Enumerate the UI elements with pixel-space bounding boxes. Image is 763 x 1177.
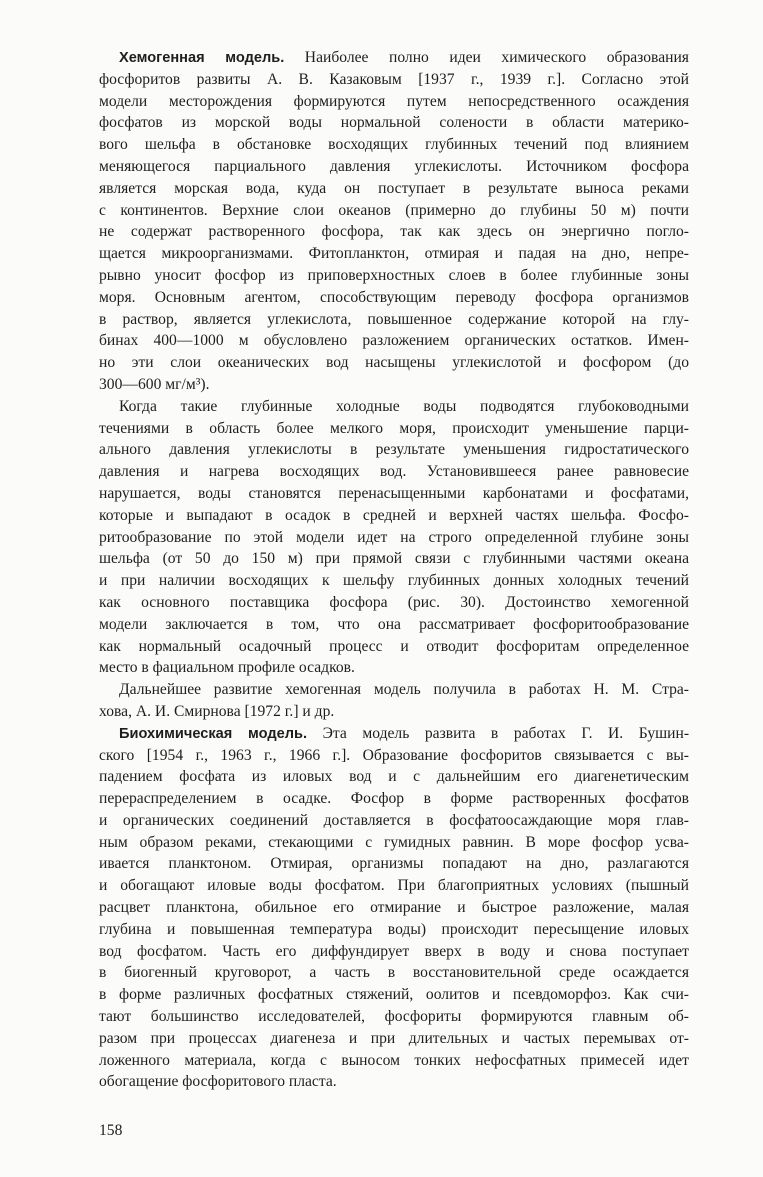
text-line bbox=[99, 461, 689, 483]
line-text: течениями в область более мелкого моря, происходит уменьшение парци- bbox=[99, 419, 689, 437]
line-text: вого шельфа в обстановке восходящих глубинных течений под влиянием bbox=[99, 136, 689, 154]
text-line bbox=[99, 134, 689, 156]
line-text: нарушается, воды становятся перенасыщенными карбонатами и фосфатами, bbox=[99, 484, 689, 502]
line-text: не содержат растворенного фосфора, так как здесь он энергично погло- bbox=[99, 223, 689, 241]
line-text: ритообразование по этой модели идет на строго определенной глубине зоны bbox=[99, 528, 689, 546]
section-heading: Хемогенная модель. bbox=[119, 50, 285, 66]
text-line bbox=[99, 1028, 689, 1050]
text-line bbox=[99, 47, 689, 69]
paragraph bbox=[99, 396, 689, 679]
line-text: глубина и повышенная температура воды) происходит пересыщение иловых bbox=[99, 920, 689, 938]
line-text: но эти слои океанических вод насыщены углекислотой и фосфором (до bbox=[99, 354, 689, 372]
page-number: 158 bbox=[99, 1122, 123, 1139]
text-line bbox=[99, 592, 689, 614]
text-line bbox=[99, 483, 689, 505]
line-text: ным образом реками, стекающими с гумидных равнин. В море фосфор усва- bbox=[99, 833, 689, 851]
line-text: фосфатов из морской воды нормальной солености в области материко- bbox=[99, 114, 689, 132]
text-line bbox=[99, 112, 689, 134]
text-line bbox=[99, 701, 689, 723]
text-line bbox=[99, 200, 689, 222]
text-line bbox=[99, 832, 689, 854]
text-line bbox=[99, 853, 689, 875]
text-line bbox=[99, 1050, 689, 1072]
line-text: место в фациальном профиле осадков. bbox=[99, 659, 355, 677]
paragraph bbox=[99, 679, 689, 723]
line-text: в форме различных фосфатных стяжений, оолитов и псевдоморфоз. Как счи- bbox=[99, 986, 689, 1004]
line-text: как нормальный осадочный процесс и отводит фосфоритам определенное bbox=[99, 637, 689, 655]
text-line bbox=[99, 527, 689, 549]
line-text: рывно уносит фосфор из приповерхностных слоев в более глубинные зоны bbox=[99, 266, 689, 284]
line-text: перераспределением в осадке. Фосфор в форме растворенных фосфатов bbox=[99, 790, 689, 808]
line-text: фосфоритов развиты А. В. Казаковым [1937 г., 1939 г.]. Согласно этой bbox=[99, 70, 689, 88]
line-text: которые и выпадают в осадок в средней и верхней частях шельфа. Фосфо- bbox=[99, 506, 689, 524]
text-line bbox=[99, 265, 689, 287]
text-line bbox=[99, 1006, 689, 1028]
line-text: ивается планктоном. Отмирая, организмы попадают на дно, разлагаются bbox=[99, 855, 689, 873]
line-text: Когда такие глубинные холодные воды подводятся глубоководными bbox=[119, 397, 689, 415]
line-text: в раствор, является углекислота, повышенное содержание которой на глу- bbox=[99, 310, 689, 328]
text-line bbox=[99, 287, 689, 309]
text-line bbox=[99, 875, 689, 897]
line-text: и органических соединений доставляется в фосфатоосаждающие моря глав- bbox=[99, 811, 689, 829]
line-text: тают большинство исследователей, фосфориты формируются главным об- bbox=[99, 1008, 689, 1026]
line-text: обогащение фосфоритового пласта. bbox=[99, 1073, 337, 1091]
text-line bbox=[99, 69, 689, 91]
line-text: ального давления углекислоты в результате уменьшения гидростатического bbox=[99, 441, 689, 459]
line-text: вод фосфатом. Часть его диффундирует вверх в воду и снова поступает bbox=[99, 942, 689, 960]
paragraph bbox=[99, 723, 689, 1094]
text-line bbox=[99, 309, 689, 331]
line-text: как основного поставщика фосфора (рис. 30). Достоинство хемогенной bbox=[99, 593, 689, 611]
text-line bbox=[99, 745, 689, 767]
text-line bbox=[99, 418, 689, 440]
line-text: давления и нагрева восходящих вод. Установившееся ранее равновесие bbox=[99, 463, 689, 481]
line-text: Эта модель развита в работах Г. И. Бушин- bbox=[307, 724, 690, 742]
line-text: Наиболее полно идеи химического образования bbox=[284, 49, 689, 66]
text-line bbox=[99, 396, 689, 418]
text-line bbox=[99, 614, 689, 636]
text-line bbox=[99, 919, 689, 941]
line-text: щается микроорганизмами. Фитопланктон, отмирая и падая на дно, непре- bbox=[99, 245, 689, 263]
line-text: 300—600 мг/м³). bbox=[99, 375, 210, 393]
text-line bbox=[99, 984, 689, 1006]
line-text: хова, А. И. Смирнова [1972 г.] и др. bbox=[99, 702, 335, 720]
line-text: шельфа (от 50 до 150 м) при прямой связи с глубинными частями океана bbox=[99, 550, 689, 568]
line-text: является морская вода, куда он поступает в результате выноса реками bbox=[99, 179, 689, 197]
text-line bbox=[99, 243, 689, 265]
text-line bbox=[99, 897, 689, 919]
text-line bbox=[99, 1071, 689, 1093]
line-text: модели месторождения формируются путем непосредственного осаждения bbox=[99, 92, 689, 110]
line-text: бинах 400—1000 м обусловлено разложением органических остатков. Имен- bbox=[99, 332, 689, 350]
text-line bbox=[99, 636, 689, 658]
text-line bbox=[99, 810, 689, 832]
line-text: и обогащают иловые воды фосфатом. При благоприятных условиях (пышный bbox=[99, 877, 689, 895]
text-line bbox=[99, 548, 689, 570]
line-text: с континентов. Верхние слои океанов (примерно до глубины 50 м) почти bbox=[99, 201, 689, 219]
line-text: ложенного материала, когда с выносом тонких нефосфатных примесей идет bbox=[99, 1051, 689, 1069]
text-line bbox=[99, 505, 689, 527]
text-line bbox=[99, 941, 689, 963]
page-body-text bbox=[99, 47, 689, 1093]
text-line bbox=[99, 570, 689, 592]
text-line bbox=[99, 91, 689, 113]
text-line bbox=[99, 439, 689, 461]
text-line bbox=[99, 788, 689, 810]
line-text: расцвет планктона, обильное его отмирание и быстрое разложение, малая bbox=[99, 899, 689, 917]
text-line bbox=[99, 221, 689, 243]
text-line bbox=[99, 330, 689, 352]
text-line bbox=[99, 156, 689, 178]
text-line bbox=[99, 766, 689, 788]
text-line bbox=[99, 657, 689, 679]
section-heading: Биохимическая модель. bbox=[119, 725, 308, 742]
text-line bbox=[99, 352, 689, 374]
line-text: меняющегося парциального давления углекислоты. Источником фосфора bbox=[99, 157, 689, 175]
text-line bbox=[99, 679, 689, 701]
line-text: моря. Основным агентом, способствующим переводу фосфора организмов bbox=[99, 288, 689, 306]
line-text: в биогенный круговорот, а часть в восстановительной среде осаждается bbox=[99, 964, 689, 982]
line-text: модели заключается в том, что она рассматривает фосфоритообразование bbox=[99, 615, 689, 633]
line-text: разом при процессах диагенеза и при длительных и частых перемывах от- bbox=[99, 1029, 689, 1047]
text-line bbox=[99, 178, 689, 200]
line-text: ского [1954 г., 1963 г., 1966 г.]. Образование фосфоритов связывается с вы- bbox=[99, 746, 689, 764]
line-text: Дальнейшее развитие хемогенная модель получила в работах Н. М. Стра- bbox=[119, 681, 689, 699]
text-line bbox=[99, 962, 689, 984]
text-line bbox=[99, 723, 689, 745]
paragraph bbox=[99, 47, 689, 396]
line-text: и при наличии восходящих к шельфу глубинных донных холодных течений bbox=[99, 572, 689, 590]
line-text: падением фосфата из иловых вод и с дальнейшим его диагенетическим bbox=[99, 768, 689, 786]
text-line bbox=[99, 374, 689, 396]
